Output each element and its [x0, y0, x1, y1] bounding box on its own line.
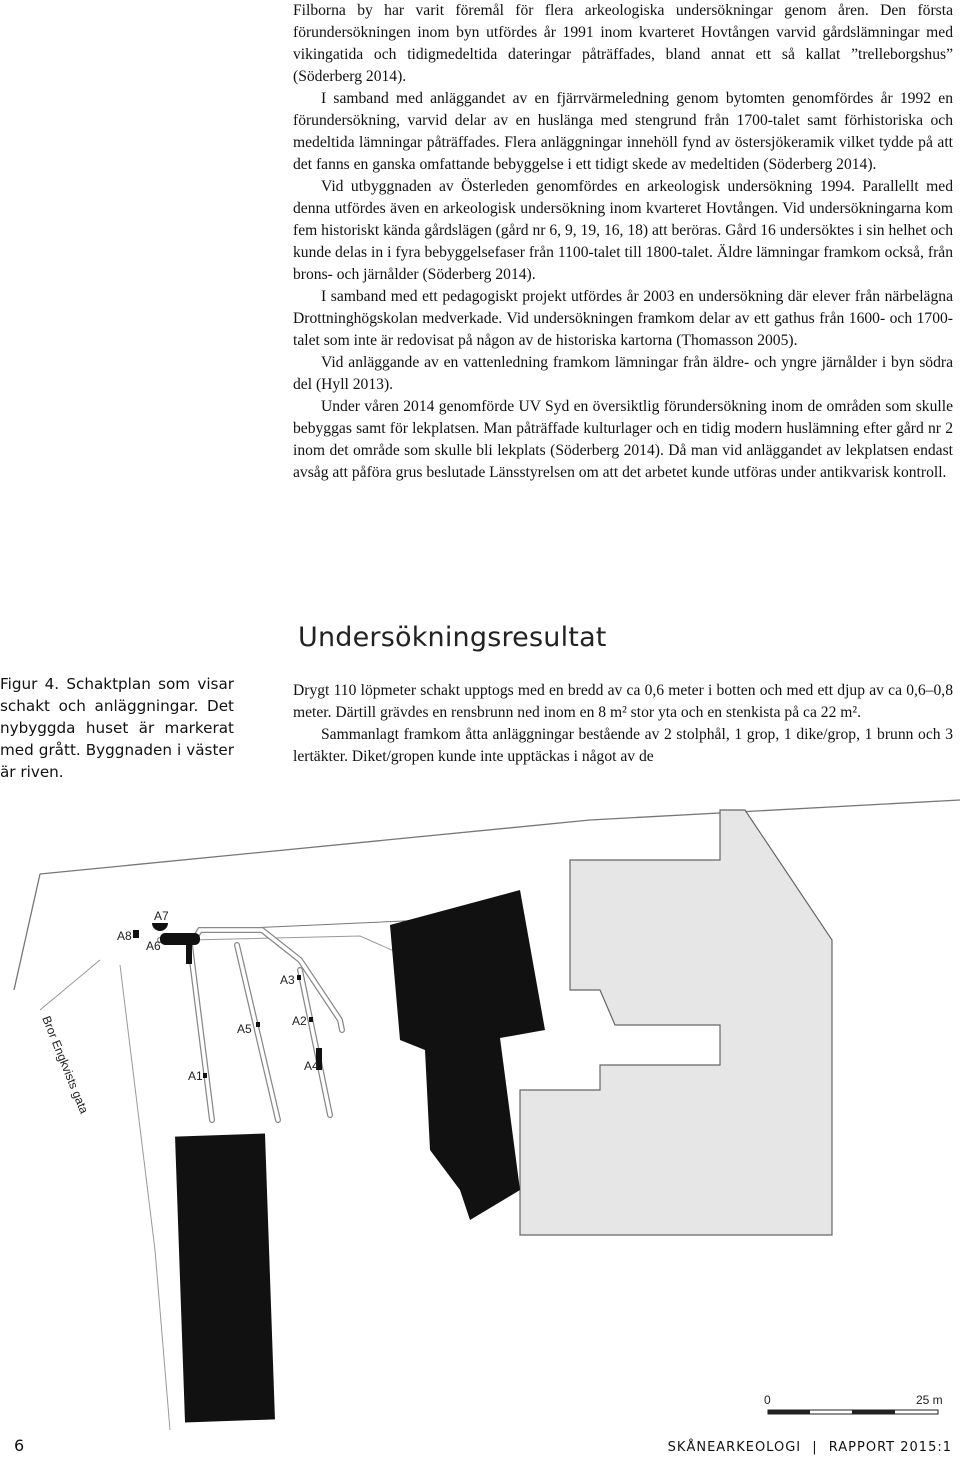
- scale-end: 25 m: [916, 1393, 943, 1407]
- intro-paragraph: I samband med ett pedagogiskt projekt utfördes år 2003 en undersökning där elever från närbelägna Drottninghögskolan medverkade. Vid undersökningen framkom delar av ett gathus från 1600- och 1700-talet som inte är redovisat på någon av de historiska kartorna (Thomasson 2005).: [293, 288, 953, 349]
- intro-paragraph: Vid utbyggnaden av Österleden genomfördes en arkeologisk undersökning 1994. Parallellt med denna utfördes även en arkeologisk undersökning inom kvarteret Hovtången. Vid undersökningarna kom fem historiskt kända gårdslägen (gård nr 6, 9, 19, 16, 18) att beröras. Gård 16 undersöktes i sin helhet och kunde delas in i fyra bebyggelsefaser från 1100-talet till 1800-talet. Äldre lämningar framkom också, från brons- och järnålder (Söderberg 2014).: [293, 178, 953, 283]
- feature-a5: [256, 1022, 260, 1027]
- section-heading: Undersökningsresultat: [298, 622, 607, 653]
- demolished-building: [175, 1134, 275, 1423]
- intro-paragraph: Filborna by har varit föremål för flera arkeologiska undersökningar genom åren. Den första förundersökningen inom byn utfördes år 1991 inom kvarteret Hovtången varvid gårdslämningar med vikingatida och tidigmedeltida dateringar påträffades, bland annat ett så kallat ”trelleborgshus” (Söderberg 2014).: [293, 2, 953, 85]
- results-paragraph: Drygt 110 löpmeter schakt upptogs med en bredd av ca 0,6 meter i botten och med ett djup av ca 0,6–0,8 meter. Därtill grävdes en rensbrunn ned inom en 8 m² stor yta och en stenkista på ca 22 m².: [293, 682, 953, 721]
- street-edge: [120, 965, 170, 1430]
- label-a3: A3: [280, 973, 295, 987]
- new-building: [520, 810, 832, 1235]
- label-a7: A7: [154, 909, 169, 923]
- intro-paragraph: I samband med anläggandet av en fjärrvärmeledning genom bytomten genomfördes år 1992 en förundersökning, varvid delar av en huslänga med stengrund från 1700-talet samt förhistoriska och medeltida lämningar påträffades. Flera anläggningar innehöll fynd av östersjökeramik vilket tydde på att det fanns en ganska omfattande bebyggelse i ett tidigt skede av medeltiden (Söderberg 2014).: [293, 90, 953, 173]
- intro-text: [293, 0, 953, 484]
- feature-a3: [297, 975, 301, 980]
- scale-bar: [764, 1393, 943, 1414]
- label-a2: A2: [292, 1014, 307, 1028]
- street-edge: [40, 960, 100, 1010]
- publication-name: SKÅNEARKEOLOGI: [667, 1440, 802, 1455]
- street-name: Bror Engkvists gata: [39, 1013, 92, 1116]
- site-boundary: [40, 800, 960, 874]
- results-paragraph: Sammanlagt framkom åtta anläggningar bestående av 2 stolphål, 1 grop, 1 dike/grop, 1 brunn och 3 lertäkter. Diket/gropen kunde inte upptäckas i något av de: [293, 726, 953, 765]
- feature-a8: [133, 930, 139, 938]
- trench-plan-map: [0, 790, 960, 1430]
- label-a6: A6: [146, 939, 161, 953]
- feature-a2: [309, 1017, 313, 1022]
- label-a8: A8: [117, 929, 132, 943]
- footer-separator: |: [812, 1440, 818, 1455]
- results-text: [293, 680, 953, 768]
- intro-paragraph: Under våren 2014 genomförde UV Syd en översiktlig förundersökning inom de områden som skulle bebyggas samt för lekplatsen. Man påträffade kulturlager och en tidig modern huslämning efter gård nr 2 inom det område som skulle bli lekplats (Söderberg 2014). Då man vid anläggandet av lekplatsen endast avsåg att påföra grus beslutade Länsstyrelsen om att det arbetet kunde utföras under antikvarisk kontroll.: [293, 398, 953, 481]
- feature-a7: [152, 923, 168, 931]
- site-boundary: [14, 874, 40, 990]
- label-a1: A1: [188, 1069, 203, 1083]
- feature-a1-point: [203, 1073, 207, 1078]
- intro-paragraph: Vid anläggande av en vattenledning framkom lämningar från äldre- och yngre järnålder i byn södra del (Hyll 2013).: [293, 354, 953, 393]
- trench: [190, 945, 212, 1120]
- feature-a6: [160, 933, 200, 945]
- figure-caption: Figur 4. Schaktplan som visar schakt och anläggningar. Det nybyggda huset är markerat med grått. Byggnaden i väster är riven.: [0, 675, 234, 781]
- scale-start: 0: [764, 1393, 771, 1407]
- trench: [300, 970, 330, 1115]
- report-number: RAPPORT 2015:1: [828, 1440, 952, 1455]
- footer-publication: [668, 1440, 952, 1455]
- page-number: 6: [14, 1436, 25, 1455]
- label-a5: A5: [237, 1022, 252, 1036]
- label-a4: A4: [304, 1059, 319, 1073]
- feature-a1: [186, 942, 192, 964]
